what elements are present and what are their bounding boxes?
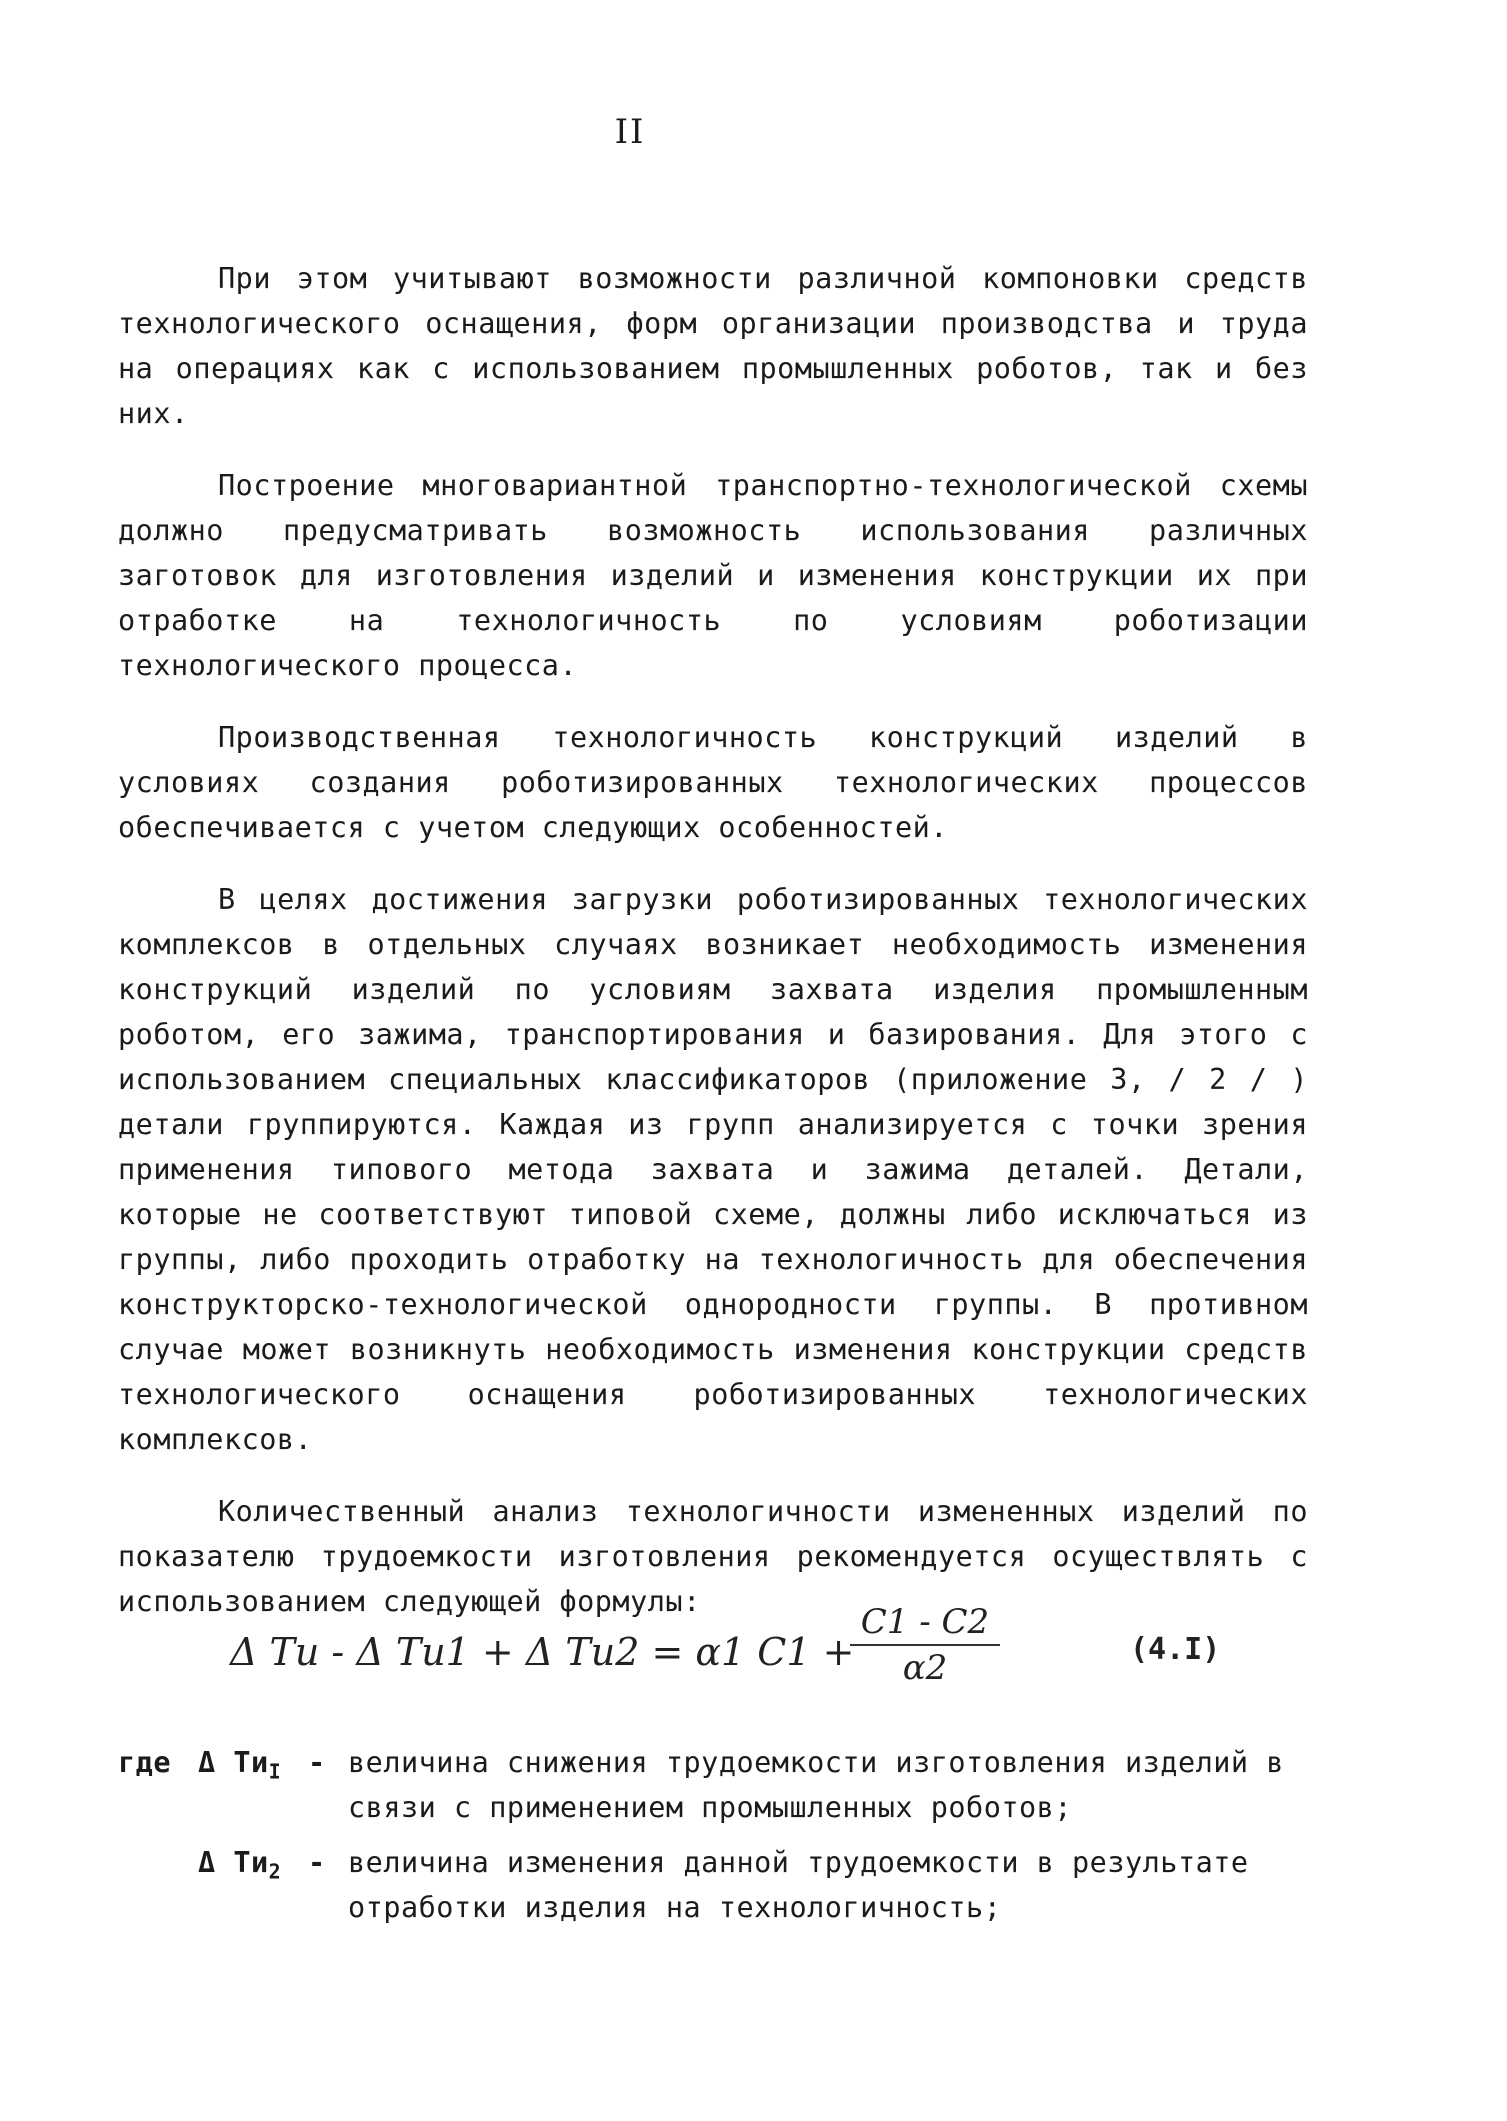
formula-numerator: C1 - C2	[860, 1602, 990, 1642]
definition-dash: -	[308, 1746, 326, 1779]
formula-expression: Δ Tи - Δ Tи1 + Δ Tи2 = α1 C1 +	[230, 1630, 855, 1674]
definitions-lead: где	[118, 1746, 171, 1779]
definitions	[118, 1740, 1318, 1940]
paragraph: Производственная технологичность конструкций изделий в условиях создания роботизированных технологических процессов обеспечивается с учетом следующих особенностей.	[118, 721, 1308, 844]
paragraph: В целях достижения загрузки роботизированных технологических комплексов в отдельных случаях возникает необходимость изменения конструкций изделий по условиям захвата изделия промышленным роботом, его зажима, транспортирования и базирования. Для этого с использованием специальных классификаторов (приложение 3, / 2 / ) детали группируются. Каждая из групп анализируется с точки зрения применения типового метода захвата и зажима деталей. Детали, которые не соответствуют типовой схеме, должны либо исключаться из группы, либо проходить отработку на технологичность для обеспечения конструкторско-технологической однородности группы. В противном случае может возникнуть необходимость изменения конструкции средств технологического оснащения роботизированных технологических комплексов.	[118, 883, 1308, 1456]
definitions-lead-spacer	[118, 1840, 198, 1930]
definition-text: величина изменения данной трудоемкости в результате отработки изделия на технологичность;	[348, 1846, 1249, 1924]
symbol-subscript: I	[268, 1759, 282, 1784]
formula-fraction	[850, 1600, 1000, 1690]
definition-symbol	[198, 1740, 308, 1830]
symbol-text: Δ Tи	[198, 1846, 269, 1879]
definition-symbol	[198, 1840, 308, 1930]
formula	[230, 1600, 1230, 1690]
definition-text: величина снижения трудоемкости изготовления изделий в связи с применением промышленных роботов;	[348, 1746, 1284, 1824]
formula-number: (4.I)	[1130, 1632, 1221, 1667]
paragraph: Построение многовариантной транспортно-технологической схемы должно предусматривать возможность использования различных заготовок для изготовления изделий и изменения конструкции их при отработке на технологичность по условиям роботизации технологического процесса.	[118, 469, 1308, 682]
definition-row	[118, 1740, 1318, 1830]
symbol-text: Δ Tи	[198, 1746, 269, 1779]
body-text	[118, 256, 1308, 1651]
paragraph: При этом учитывают возможности различной компоновки средств технологического оснащения, форм организации производства и труда на операциях как с использованием промышленных роботов, так и без них.	[118, 262, 1308, 430]
page-number: II	[614, 112, 646, 152]
formula-denominator: α2	[902, 1648, 948, 1688]
symbol-subscript: 2	[268, 1859, 282, 1884]
definition-row	[118, 1840, 1318, 1930]
definition-dash: -	[308, 1846, 326, 1879]
paragraph: Количественный анализ технологичности измененных изделий по показателю трудоемкости изготовления рекомендуется осуществлять с использованием следующей формулы:	[118, 1495, 1308, 1618]
